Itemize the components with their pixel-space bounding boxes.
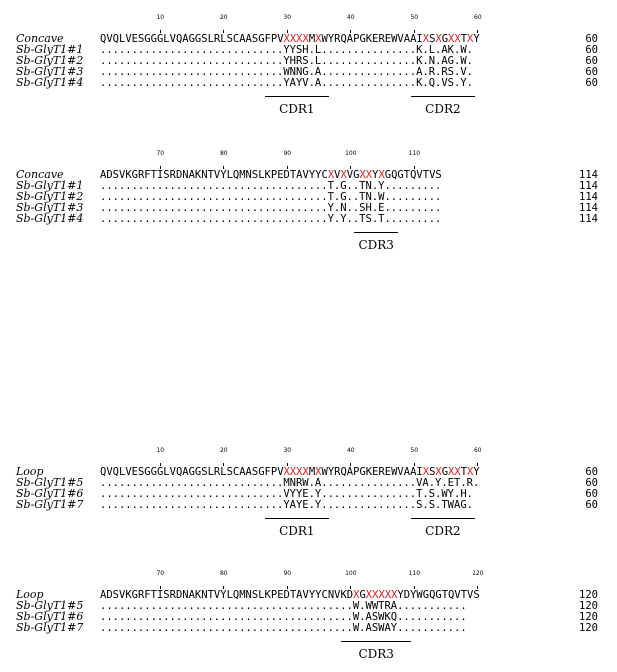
sequence-end-number: 60: [585, 477, 598, 489]
sequence-label: Sb-GlyT1#4: [16, 76, 84, 89]
randomized-position: X: [353, 589, 360, 601]
position-number: 80: [219, 570, 228, 577]
sequence-label: Sb-GlyT1#2: [16, 54, 84, 67]
cdr-annotation: [341, 641, 411, 663]
position-number: 40: [346, 447, 355, 454]
position-number: 70: [156, 570, 165, 577]
position-number: 120: [472, 570, 484, 577]
randomized-position: X: [296, 33, 303, 45]
position-number: 50: [410, 447, 419, 454]
sequence-label: Sb-GlyT1#4: [16, 212, 84, 225]
cdr-label: CDR2: [425, 524, 461, 538]
sequence-end-number: 60: [585, 499, 598, 511]
position-number: 110: [408, 150, 421, 157]
sequence-text: ........................................W.WWTRA...........: [100, 600, 467, 612]
sequence-text: ADSVKGRFTISRDNAKNTVYLQMNSLKPEDTAVYYCNVKDXGXXXXXYDYWGQGTQVTVS: [100, 589, 480, 601]
randomized-position: X: [467, 466, 474, 478]
sequence-end-number: 60: [585, 466, 598, 478]
randomized-position: X: [296, 466, 303, 478]
position-number: 50: [410, 14, 419, 21]
sequence-label: Loop: [16, 588, 44, 601]
position-number: 100: [345, 570, 357, 577]
alignment-block: [0, 14, 617, 114]
cdr-annotation: [411, 518, 475, 540]
randomized-position: X: [365, 169, 373, 181]
cdr-bar: [341, 641, 411, 642]
sequence-text: ....................................T.G..TN.Y.........: [100, 180, 442, 192]
randomized-position: X: [315, 33, 322, 45]
randomized-position: X: [435, 466, 442, 478]
cdr-bar: [411, 518, 475, 519]
position-number: 100: [345, 150, 357, 157]
sequence-end-number: 120: [579, 589, 598, 601]
sequence-row: [0, 623, 617, 634]
cdr-label: CDR1: [279, 102, 315, 116]
sequence-end-number: 60: [585, 66, 598, 78]
sequence-end-number: 60: [585, 488, 598, 500]
cdr-annotation: [411, 96, 475, 118]
position-number: 10: [156, 14, 165, 21]
randomized-position: X: [422, 466, 430, 478]
sequence-label: Loop: [16, 465, 44, 478]
randomized-position: X: [283, 466, 290, 478]
sequence-end-number: 60: [585, 33, 598, 45]
sequence-label: Sb-GlyT1#3: [16, 201, 84, 214]
randomized-position: X: [454, 466, 461, 478]
cdr-annotation: [354, 232, 398, 254]
randomized-position: X: [302, 466, 309, 478]
sequence-label: Sb-GlyT1#7: [16, 621, 84, 634]
sequence-label: Sb-GlyT1#3: [16, 65, 84, 78]
cdr-bar: [354, 232, 398, 233]
sequence-text: ........................................W.ASWAY...........: [100, 622, 467, 634]
position-number: 70: [156, 150, 165, 157]
sequence-text: QVQLVESGGGLVQAGGSLRLSCAASGFPVXXXXMXWYRQAPGKEREWVAAIXSXGXXTXY: [100, 466, 480, 478]
cdr-label: CDR3: [358, 238, 394, 252]
sequence-end-number: 114: [579, 191, 598, 203]
sequence-end-number: 120: [579, 622, 598, 634]
position-number: 20: [219, 14, 228, 21]
cdr-annotation: [265, 96, 329, 118]
sequence-row: [0, 500, 617, 511]
position-number: 110: [408, 570, 421, 577]
sequence-end-number: 60: [585, 44, 598, 56]
sequence-end-number: 114: [579, 213, 598, 225]
position-number: 20: [219, 447, 228, 454]
cdr-label: CDR3: [358, 647, 394, 661]
position-number: 40: [346, 14, 355, 21]
position-number: 30: [283, 447, 292, 454]
sequence-text: ADSVKGRFTISRDNAKNTVYLQMNSLKPEDTAVYYCXVXVGXXYXGQGTQVTVS: [100, 169, 442, 181]
position-number: 90: [283, 150, 292, 157]
randomized-position: X: [422, 33, 430, 45]
randomized-position: X: [302, 33, 309, 45]
sequence-label: Sb-GlyT1#6: [16, 487, 84, 500]
sequence-end-number: 114: [579, 169, 598, 181]
randomized-position: X: [384, 589, 392, 601]
sequence-label: Sb-GlyT1#6: [16, 610, 84, 623]
cdr-bar: [411, 96, 475, 97]
sequence-label: Sb-GlyT1#5: [16, 599, 84, 612]
position-number: 60: [473, 447, 482, 454]
randomized-position: X: [340, 169, 347, 181]
cdr-bar: [265, 518, 329, 519]
randomized-position: X: [283, 33, 290, 45]
sequence-label: Sb-GlyT1#7: [16, 498, 84, 511]
sequence-label: Sb-GlyT1#1: [16, 179, 84, 192]
randomized-position: X: [289, 466, 297, 478]
randomized-position: X: [359, 169, 366, 181]
sequence-text: ....................................Y.Y..TS.T.........: [100, 213, 442, 225]
sequence-text: .............................MNRW.A...............VA.Y.ET.R.: [100, 477, 480, 489]
sequence-end-number: 114: [579, 180, 598, 192]
sequence-end-number: 114: [579, 202, 598, 214]
cdr-annotation: [265, 518, 329, 540]
sequence-label: Sb-GlyT1#2: [16, 190, 84, 203]
cdr-bar: [265, 96, 329, 97]
sequence-row: [0, 78, 617, 89]
position-number: 90: [283, 570, 292, 577]
alignment-block: [0, 447, 617, 547]
sequence-end-number: 120: [579, 600, 598, 612]
sequence-label: Concave: [16, 168, 64, 181]
sequence-text: QVQLVESGGGLVQAGGSLRLSCAASGFPVXXXXMXWYRQAPGKEREWVAAIXSXGXXTXY: [100, 33, 480, 45]
sequence-label: Sb-GlyT1#5: [16, 476, 84, 489]
position-number: 30: [283, 14, 292, 21]
randomized-position: X: [448, 466, 455, 478]
randomized-position: X: [327, 169, 335, 181]
sequence-label: Sb-GlyT1#1: [16, 43, 84, 56]
sequence-text: .............................WNNG.A...............A.R.RS.V.: [100, 66, 473, 78]
sequence-text: .............................VYYE.Y...............T.S.WY.H.: [100, 488, 473, 500]
sequence-end-number: 120: [579, 611, 598, 623]
randomized-position: X: [448, 33, 455, 45]
randomized-position: X: [435, 33, 442, 45]
sequence-text: .............................YHRS.L...............K.N.AG.W.: [100, 55, 473, 67]
sequence-end-number: 60: [585, 77, 598, 89]
randomized-position: X: [378, 169, 385, 181]
position-number: 80: [219, 150, 228, 157]
sequence-label: Concave: [16, 32, 64, 45]
randomized-position: X: [315, 466, 322, 478]
randomized-position: X: [372, 589, 379, 601]
randomized-position: X: [391, 589, 398, 601]
sequence-text: ........................................W.ASWKQ...........: [100, 611, 467, 623]
position-number: 10: [156, 447, 165, 454]
position-number: 60: [473, 14, 482, 21]
sequence-text: .............................YAYE.Y...............S.S.TWAG.: [100, 499, 473, 511]
alignment-block: [0, 150, 617, 250]
sequence-text: .............................YAYV.A...............K.Q.VS.Y.: [100, 77, 473, 89]
alignment-block: [0, 570, 617, 670]
randomized-position: X: [365, 589, 373, 601]
cdr-label: CDR1: [279, 524, 315, 538]
randomized-position: X: [378, 589, 385, 601]
sequence-text: ....................................T.G..TN.W.........: [100, 191, 442, 203]
sequence-text: ....................................Y.N..SH.E.........: [100, 202, 442, 214]
sequence-text: .............................YYSH.L...............K.L.AK.W.: [100, 44, 473, 56]
sequence-row: [0, 214, 617, 225]
sequence-end-number: 60: [585, 55, 598, 67]
randomized-position: X: [289, 33, 297, 45]
cdr-label: CDR2: [425, 102, 461, 116]
randomized-position: X: [467, 33, 474, 45]
randomized-position: X: [454, 33, 461, 45]
